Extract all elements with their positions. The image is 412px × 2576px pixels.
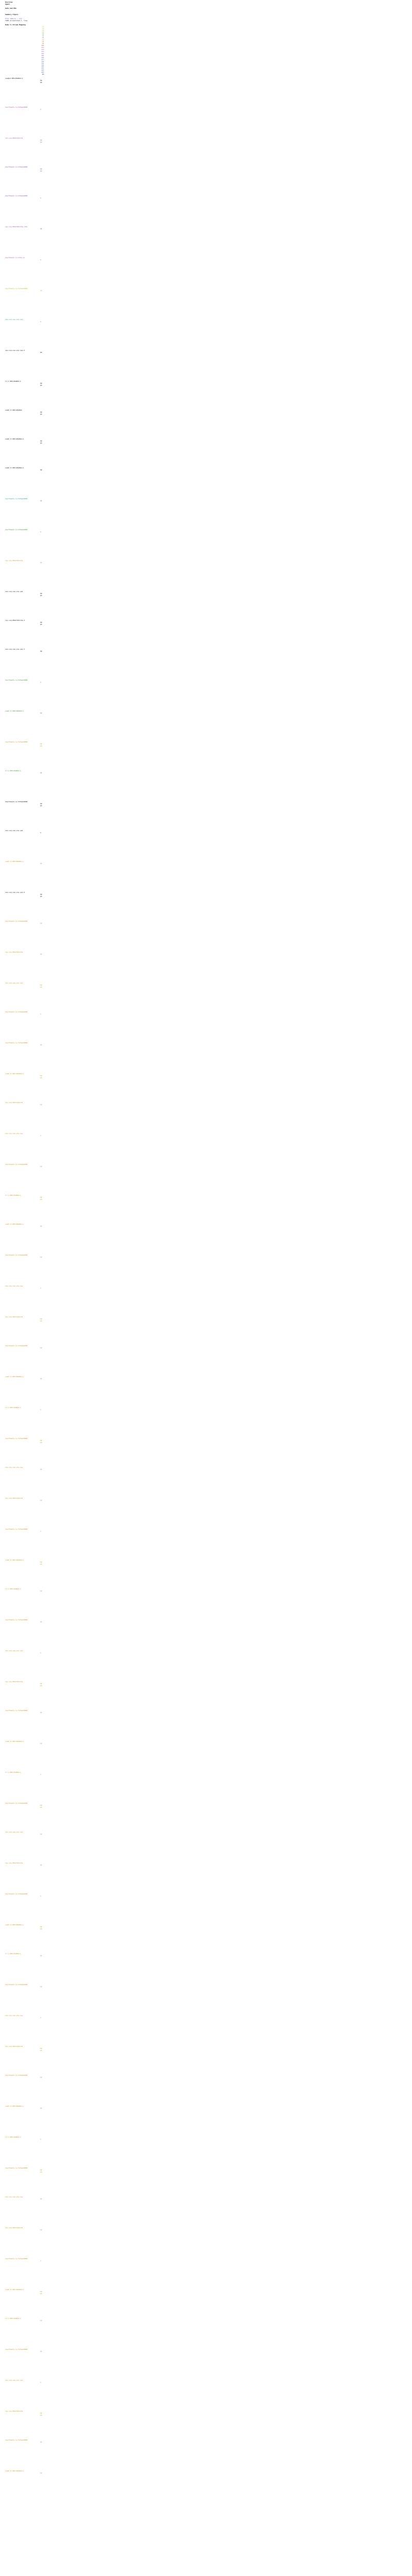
entry-value: 02 <box>40 712 42 714</box>
summary-line-2: TIME_Accumulated_t, t=ms <box>5 20 28 22</box>
entry-link[interactable]: osa8-lt-08tx18a8b4-k <box>5 2470 24 2472</box>
entry-link[interactable]: lt_k-08tx18a8b4-k <box>5 1588 21 1590</box>
entry-item[interactable] <box>5 1345 64 1376</box>
entry-value: a <box>40 1134 41 1137</box>
entry-value: 02 <box>40 562 42 564</box>
legend-item: n18 <box>40 61 44 63</box>
entry-item[interactable] <box>5 1650 64 1681</box>
entry-value: 02 <box>40 1075 42 1077</box>
entry-link[interactable]: heartbeats-ip-5d3ee448b8 <box>5 1802 28 1804</box>
entry-link[interactable]: ipv-vnp-00e2r4b1c3a <box>5 2227 23 2229</box>
entry-item[interactable] <box>5 2045 64 2074</box>
entry-item[interactable] <box>5 2348 64 2379</box>
entry-value: a <box>40 1652 41 1654</box>
legend-item: 15 <box>40 73 44 75</box>
entry-value: a <box>40 1773 41 1775</box>
entry-value: 02 <box>40 2107 42 2109</box>
entry-link[interactable]: osa8-lt-08tx18a8b4-k <box>5 2105 24 2107</box>
entry-value: 02 <box>40 168 42 170</box>
entry-value: 03 <box>40 745 42 747</box>
entry-item[interactable] <box>5 1011 64 1042</box>
entry-item[interactable] <box>5 195 64 226</box>
entry-value: 02 <box>40 2350 42 2352</box>
entry-value: 03 <box>40 1806 42 1808</box>
legend-item: n19 <box>40 63 44 65</box>
entry-link[interactable]: osa8-lt-08tx18a8b4 <box>5 409 22 411</box>
entry-value: 03 <box>40 895 42 897</box>
summary-line-1: Flow name(s) – osa <box>5 18 22 20</box>
page-title-line-1: Overview <box>5 1 13 3</box>
entry-link[interactable]: osa8-lt-08tx18a8b4-k <box>5 710 24 712</box>
entry-value: 02 <box>40 2198 42 2200</box>
entry-link[interactable]: osa8-lt-08tx18a8b4-k <box>5 1740 24 1742</box>
entry-value: 03 <box>40 2293 42 2295</box>
entry-value: 02 <box>40 1864 42 1866</box>
entry-link[interactable]: ipv-vnp-00e2r4b1c3a <box>5 137 23 139</box>
entry-value: 02 <box>40 382 42 384</box>
entry-value: 02 <box>40 772 42 774</box>
entry-link[interactable]: osa8-lt-08tx18a8b4-k <box>5 1376 24 1378</box>
entry-item[interactable] <box>5 2470 64 2501</box>
entry-item[interactable] <box>5 1953 64 1984</box>
legend-item: n13 <box>40 50 44 53</box>
entry-value: a <box>40 197 41 199</box>
legend-item: n4 <box>40 32 44 34</box>
legend-item: n3 <box>40 30 44 32</box>
entry-value: 03 <box>40 1077 42 1079</box>
entry-link[interactable]: lt_k-08tx18a8b4-k <box>5 2136 21 2138</box>
entry-item[interactable] <box>5 2196 64 2227</box>
entry-value: a <box>40 2260 41 2262</box>
legend-item: n12 <box>40 48 44 50</box>
entry-link[interactable]: heartbeats-ip-5d3ee448b8 <box>5 166 28 168</box>
entry-item[interactable] <box>5 1376 64 1406</box>
entry-value: a <box>40 1895 41 1897</box>
entry-link[interactable]: heartbeats-ip-5d3ee448b8 <box>5 2439 28 2441</box>
entry-link[interactable]: ipv-vnp-00e2r4b1c3a <box>5 1862 23 1864</box>
entry-link[interactable]: ipv-vnp-00e2r4b1c3a <box>5 2045 23 2047</box>
entry-item[interactable] <box>5 770 64 801</box>
entry-item[interactable] <box>5 560 64 590</box>
entry-link[interactable]: lt_k-08tx18a8b4-k <box>5 1406 21 1409</box>
entry-link[interactable]: osa-vnp-osa-vnp-osa <box>5 1466 23 1468</box>
entry-item[interactable] <box>5 1528 64 1559</box>
entry-link[interactable]: ipv-vnp-00e2r4b1c3a-rate <box>5 226 28 228</box>
entry-value: 02 <box>40 1104 42 1106</box>
entry-link[interactable]: osa-vnp-osa-vnp-osa <box>5 2196 23 2198</box>
entry-link[interactable]: osa8-lt-08tx18a8b4-k <box>5 1223 24 1225</box>
entry-value: 03 <box>40 1685 42 1687</box>
entry-value: 03 <box>40 442 42 444</box>
entry-item[interactable] <box>5 2379 64 2410</box>
entry-item[interactable] <box>5 287 64 318</box>
entry-link[interactable]: heartbeats-ip-5d3ee448b8 <box>5 498 28 500</box>
entry-link[interactable]: ipv-vnp-00e2r4b1c3a <box>5 1681 23 1683</box>
entry-item[interactable] <box>5 467 64 498</box>
entry-item[interactable] <box>5 2167 64 2196</box>
entry-link[interactable]: osa8-lt-08tx18a8b4-k <box>5 467 24 469</box>
entry-value: 02 <box>40 351 42 353</box>
entry-value: 02 <box>40 1683 42 1685</box>
entry-link[interactable]: heartbeats-ip-5d3ee448b8 <box>5 1345 28 1347</box>
entry-link[interactable]: heartbeats-ip-5d3ee448b8 <box>5 2348 28 2350</box>
entry-item[interactable] <box>5 166 64 195</box>
entry-value: a <box>40 2381 41 2383</box>
entry-item[interactable] <box>5 2105 64 2136</box>
entry-value: 02 <box>40 922 42 924</box>
entry-link[interactable]: heartbeats-ip-5d3ee448b8 <box>5 106 28 108</box>
entry-item[interactable] <box>5 1984 64 2014</box>
entry-link[interactable]: osa8-lt-08tx18a8b4-k <box>5 438 24 440</box>
entry-value: 02 <box>40 1590 42 1592</box>
entry-value: 03 <box>40 1563 42 1565</box>
page-title-line-2: Agent <box>5 3 10 5</box>
entry-link[interactable]: heartbeats-ip-5d3ee448b8 <box>5 1163 28 1165</box>
entry-list <box>5 77 64 2501</box>
entry-item[interactable] <box>5 438 64 467</box>
entry-value: a <box>40 531 41 533</box>
entry-link[interactable]: osa-vnp-osa-vnp-osa-4 <box>5 891 25 893</box>
entry-value: 02 <box>40 1256 42 1258</box>
entry-link[interactable]: ipv-vnp-00e2r4b1c3a <box>5 951 23 953</box>
entry-value: a <box>40 1287 41 1289</box>
entry-value: 02 <box>40 1499 42 1501</box>
entry-item[interactable] <box>5 1831 64 1862</box>
entry-value: 03 <box>40 2049 42 2052</box>
entry-link[interactable]: heartbeats-ip-5d3ee448b8 <box>5 1042 28 1044</box>
entry-value: 03 <box>40 805 42 807</box>
entry-value: 02 <box>40 2441 42 2443</box>
entry-value: 02 <box>40 1044 42 1046</box>
entry-value: 02 <box>40 2472 42 2474</box>
entry-link[interactable]: lt_k-08tx18a8b4-k <box>5 770 21 772</box>
entry-item[interactable] <box>5 257 64 287</box>
entry-item[interactable] <box>5 982 64 1011</box>
page-column <box>5 1 64 2501</box>
entry-item[interactable] <box>5 1285 64 1316</box>
entry-value: 02 <box>40 1439 42 1442</box>
entry-item[interactable] <box>5 529 64 560</box>
entry-item[interactable] <box>5 1709 64 1740</box>
entry-link[interactable]: lt_k-08tx18a8b4-k <box>5 1771 21 1773</box>
entry-link[interactable]: heartbeats-ip-5d3ee448b8 <box>5 195 28 197</box>
entry-value: 02 <box>40 2076 42 2078</box>
legend-item: n21 <box>40 67 44 69</box>
entry-value: 02 <box>40 1378 42 1380</box>
legend-item: n16 <box>40 57 44 59</box>
entry-value: 02 <box>40 411 42 413</box>
entry-value: 02 <box>40 1561 42 1563</box>
entry-item[interactable] <box>5 679 64 710</box>
entry-link[interactable]: osa-vnp-osa-vnp-osa <box>5 1132 23 1134</box>
entry-link[interactable]: heartbeats-ip-5d3ee448b8 <box>5 679 28 681</box>
entry-value: 02 <box>40 1621 42 1623</box>
entry-link[interactable]: osa-vnp-osa-vnp-osa-2 <box>5 349 25 351</box>
legend-item: n11 <box>40 46 44 48</box>
entry-value: 02 <box>40 984 42 986</box>
entry-link[interactable]: lt_k-08tx18a8b4-k <box>5 1953 21 1955</box>
entry-item[interactable] <box>5 648 64 679</box>
entry-value: 03 <box>40 623 42 625</box>
entry-value: 02 <box>40 1955 42 1957</box>
entry-link[interactable]: heartbeats-ip-5d3ee448b8 <box>5 287 28 290</box>
entry-link[interactable]: osa-vnp-osa-vnp-osa <box>5 318 23 320</box>
entry-item[interactable] <box>5 1862 64 1893</box>
entry-value: 03 <box>40 2171 42 2173</box>
page-heading: Gate And OSA <box>5 7 16 9</box>
entry-value: a <box>40 1013 41 1015</box>
entry-value: 02 <box>40 1711 42 1714</box>
legend-item: n14 <box>40 53 44 55</box>
entry-item[interactable] <box>5 1316 64 1345</box>
entry-item[interactable] <box>5 498 64 529</box>
entry-item[interactable] <box>5 106 64 137</box>
entry-item[interactable] <box>5 2317 64 2348</box>
entry-item[interactable] <box>5 1223 64 1254</box>
entry-link[interactable]: osa8-lt-08tx18a8b4-k <box>5 2289 24 2291</box>
entry-value: 03 <box>40 384 42 386</box>
summary-title: Summary Figure <box>5 13 19 15</box>
entry-link[interactable]: heartbeats-ip-5d3ee448b8 <box>5 1619 28 1621</box>
entry-value: 02 <box>40 2291 42 2293</box>
entry-item[interactable] <box>5 1406 64 1437</box>
legend-item: n7 <box>40 38 44 40</box>
entry-item[interactable] <box>5 891 64 920</box>
entry-link[interactable]: heartbeats-ip-5d3ee448b8 <box>5 2258 28 2260</box>
entry-item[interactable] <box>5 409 64 438</box>
entry-link[interactable]: osa8-lt-08tx18a8b4-k <box>5 1559 24 1561</box>
entry-link[interactable]: osa8-lt-08tx18a8b4-k <box>5 1073 24 1075</box>
entry-link[interactable]: ipv-vnp-00e2r4b1c3a <box>5 2410 23 2412</box>
entry-item[interactable] <box>5 1466 64 1497</box>
entry-link[interactable]: osa8-lt-08tx18a8b4-k <box>5 860 24 862</box>
entry-value: a <box>40 1530 41 1532</box>
legend-item: n22 <box>40 69 44 71</box>
entry-value: 02 <box>40 469 42 471</box>
entry-item[interactable] <box>5 226 64 257</box>
entry-value: 03 <box>40 1320 42 1322</box>
entry-item[interactable] <box>5 1497 64 1528</box>
entry-value: 03 <box>40 81 42 83</box>
entry-item[interactable] <box>5 2258 64 2289</box>
entry-item[interactable] <box>5 318 64 349</box>
entry-value: 02 <box>40 1804 42 1806</box>
legend-item: n10 <box>40 44 44 46</box>
entry-link[interactable]: heartbeats-ip-5d3ee448b8 <box>5 1437 28 1439</box>
legend-item: n20 <box>40 65 44 67</box>
entry-link[interactable]: heartbeats-ip-5d3ee448b8 <box>5 741 28 743</box>
entry-value: 02 <box>40 2412 42 2414</box>
entry-item[interactable] <box>5 1194 64 1223</box>
entry-item[interactable] <box>5 2074 64 2105</box>
entry-link[interactable]: heartbeats-ip-5d3ee448b8 <box>5 801 28 803</box>
entry-item[interactable] <box>5 741 64 770</box>
entry-item[interactable] <box>5 1559 64 1588</box>
entry-link[interactable]: osa-vnp-osa-vnp-osa <box>5 829 23 832</box>
entry-link[interactable]: ipv-vnp-00e2r4b1c3a <box>5 1101 23 1104</box>
entry-link[interactable]: ipv-vnp-00e2r4b1c3a <box>5 560 23 562</box>
entry-link[interactable]: osa-vnp-osa-vnp-osa <box>5 590 23 592</box>
entry-item[interactable] <box>5 1042 64 1073</box>
legend-item: n23 <box>40 71 44 73</box>
entry-link[interactable]: heartbeats-ip-5d3ee448b8 <box>5 1011 28 1013</box>
entry-item[interactable] <box>5 349 64 380</box>
entry-link[interactable]: lt_k-08tx18a8b4-k <box>5 2317 21 2319</box>
entry-value: 02 <box>40 1742 42 1744</box>
entry-item[interactable] <box>5 1101 64 1132</box>
legend-item: n17 <box>40 59 44 61</box>
entry-link[interactable]: heartbeats-ip-5d3ee448b8 <box>5 1984 28 1986</box>
entry-value: a <box>40 832 41 834</box>
entry-item[interactable] <box>5 710 64 741</box>
entry-item[interactable] <box>5 2136 64 2167</box>
entry-link[interactable]: heartbeats-ip-5d3ee448b8 <box>5 529 28 531</box>
entry-link[interactable]: osa8-lt-08tx18a8b4-k <box>5 1924 24 1926</box>
entry-value: 02 <box>40 743 42 745</box>
entry-item[interactable] <box>5 920 64 951</box>
legend-item: n15 <box>40 55 44 57</box>
legend-item: n6 <box>40 36 44 38</box>
entry-value: a <box>40 259 41 261</box>
legend-item: n8 <box>40 40 44 42</box>
entry-value: 02 <box>40 1165 42 1167</box>
entry-item[interactable] <box>5 829 64 860</box>
entry-link[interactable]: ipv-vnp-00e2r4b1c3a <box>5 1316 23 1318</box>
entry-link[interactable]: osa-vnp-osa-vnp-osa <box>5 1831 23 1833</box>
entry-value: 02 <box>40 2169 42 2171</box>
entry-value: 02 <box>40 621 42 623</box>
entry-link[interactable]: osa-vnp-osa-vnp-osa <box>5 2014 23 2016</box>
entry-value: 02 <box>40 1225 42 1227</box>
entry-item[interactable] <box>5 951 64 982</box>
entry-link[interactable]: osa-vnp-osa-vnp-osa <box>5 2379 23 2381</box>
entry-link[interactable]: heartbeats-ip-5d3ee448b8 <box>5 1893 28 1895</box>
entry-item[interactable] <box>5 137 64 166</box>
entry-item[interactable] <box>5 2014 64 2045</box>
entry-item[interactable] <box>5 380 64 409</box>
entry-value: 03 <box>40 2414 42 2416</box>
entry-value: 02 <box>40 290 42 292</box>
entry-value: 02 <box>40 803 42 805</box>
entry-item[interactable] <box>5 1802 64 1831</box>
entry-value: 03 <box>40 1442 42 1444</box>
legend-list <box>5 26 64 75</box>
entry-value: 02 <box>40 592 42 595</box>
entry-value: 02 <box>40 953 42 955</box>
entry-link[interactable]: heartbeats-ip-5d3e-a1 <box>5 257 25 259</box>
entry-link[interactable]: osa-vnp-osa-vnp-osa-3 <box>5 648 25 650</box>
entry-link[interactable]: ipv-vnp-00e2r4b1c3a <box>5 1497 23 1499</box>
entry-value: a <box>40 320 41 323</box>
entry-item[interactable] <box>5 1740 64 1771</box>
entry-value: a <box>40 1409 41 1411</box>
entry-link[interactable]: osa@x2-08tx18a8b4-k <box>5 77 23 79</box>
entry-value: 02 <box>40 1833 42 1835</box>
entry-link[interactable]: heartbeats-ip-5d3ee448b8 <box>5 920 28 922</box>
entry-item[interactable] <box>5 1619 64 1650</box>
entry-item[interactable] <box>5 2289 64 2317</box>
entry-value: 03 <box>40 1198 42 1200</box>
entry-item[interactable] <box>5 590 64 619</box>
entry-value: 03 <box>40 595 42 597</box>
legend-item: n1 <box>40 26 44 28</box>
entry-value: 02 <box>40 1196 42 1198</box>
entry-item[interactable] <box>5 2439 64 2470</box>
entry-item[interactable] <box>5 1254 64 1285</box>
entry-value: a <box>40 2138 41 2140</box>
entry-value: 03 <box>40 986 42 988</box>
entry-value: 03 <box>40 413 42 415</box>
legend-item: n2 <box>40 28 44 30</box>
entry-link[interactable]: lt_k-08tx18a8b4-k <box>5 1194 21 1196</box>
entry-item[interactable] <box>5 1132 64 1163</box>
legend-item: n5 <box>40 34 44 36</box>
entry-value: 02 <box>40 650 42 652</box>
entry-item[interactable] <box>5 1073 64 1101</box>
entry-item[interactable] <box>5 1893 64 1924</box>
entry-link[interactable]: osa-vnp-osa-vnp-osa <box>5 982 23 984</box>
entry-value: 02 <box>40 2047 42 2049</box>
entry-value: 02 <box>40 500 42 502</box>
entry-item[interactable] <box>5 2410 64 2439</box>
entry-item[interactable] <box>5 1588 64 1619</box>
legend-item: n9 <box>40 42 44 44</box>
section-title: Node to Stream Mapping <box>5 24 26 26</box>
entry-item[interactable] <box>5 1771 64 1802</box>
entry-value: 02 <box>40 79 42 81</box>
entry-value: 02 <box>40 139 42 141</box>
entry-item[interactable] <box>5 619 64 648</box>
entry-link[interactable]: osa-vnp-osa-vnp-osa <box>5 1285 23 1287</box>
entry-link[interactable]: osa-vnp-osa-vnp-osa <box>5 1650 23 1652</box>
entry-value: a <box>40 2016 41 2019</box>
entry-value: 02 <box>40 228 42 230</box>
entry-value: 03 <box>40 141 42 143</box>
entry-link[interactable]: lt_k-08tx18a8b4-k <box>5 380 21 382</box>
entry-item[interactable] <box>5 1163 64 1194</box>
entry-item[interactable] <box>5 860 64 891</box>
entry-item[interactable] <box>5 1437 64 1466</box>
entry-value: 02 <box>40 1986 42 1988</box>
entry-item[interactable] <box>5 77 64 106</box>
entry-value: 02 <box>40 893 42 895</box>
entry-link[interactable]: heartbeats-ip-5d3ee448b8 <box>5 1709 28 1711</box>
entry-value: 02 <box>40 440 42 442</box>
entry-link[interactable]: ipv-vnp-00e2r4b1c3a-2 <box>5 619 25 621</box>
entry-value: 02 <box>40 2319 42 2321</box>
entry-value: 02 <box>40 862 42 865</box>
entry-item[interactable] <box>5 801 64 829</box>
entry-value: 02 <box>40 1926 42 1928</box>
entry-link[interactable]: heartbeats-ip-5d3ee448b8 <box>5 2167 28 2169</box>
entry-item[interactable] <box>5 1681 64 1709</box>
entry-value: 02 <box>40 1347 42 1349</box>
entry-value: 02 <box>40 1318 42 1320</box>
entry-value: 03 <box>40 1928 42 1930</box>
entry-link[interactable]: heartbeats-ip-5d3ee448b8 <box>5 1528 28 1530</box>
entry-link[interactable]: heartbeats-ip-5d3ee448b8 <box>5 2074 28 2076</box>
entry-value: a <box>40 108 41 110</box>
entry-value: 03 <box>40 170 42 172</box>
entry-item[interactable] <box>5 1924 64 1953</box>
entry-value: 02 <box>40 2229 42 2231</box>
entry-link[interactable]: heartbeats-ip-5d3ee448b8 <box>5 1254 28 1256</box>
entry-value: a <box>40 681 41 683</box>
entry-value: 02 <box>40 1468 42 1470</box>
entry-item[interactable] <box>5 2227 64 2258</box>
